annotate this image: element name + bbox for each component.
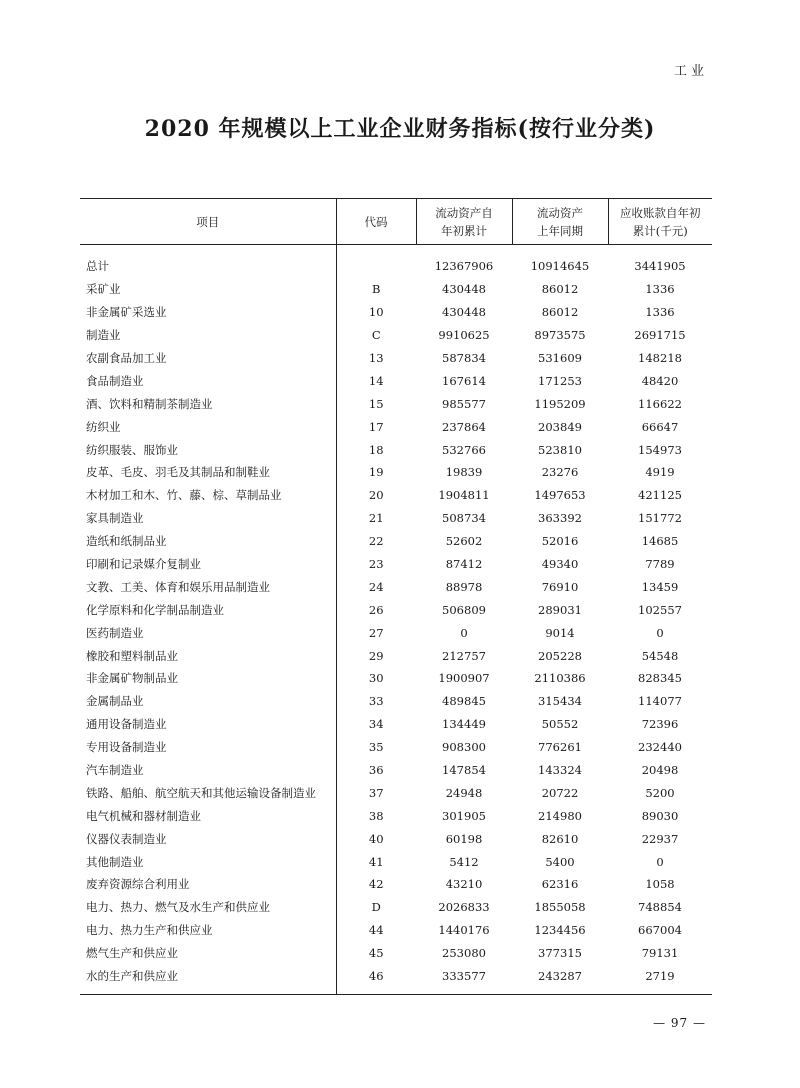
row-prev-year: 2110386	[534, 671, 586, 686]
table-row	[80, 301, 712, 324]
row-receivables: 3441905	[634, 259, 686, 274]
row-prev-year: 86012	[541, 282, 579, 297]
row-current-assets: 88978	[445, 579, 483, 594]
table-row	[80, 942, 712, 965]
row-current-assets: 430448	[442, 305, 486, 320]
row-code: 40	[336, 827, 416, 850]
row-prev-year: 62316	[541, 877, 579, 892]
row-receivables: 0	[656, 625, 664, 640]
row-name: 水的生产和供应业	[86, 969, 178, 984]
row-current-assets: 134449	[442, 717, 486, 732]
row-receivables: 1058	[645, 877, 675, 892]
row-code: 42	[336, 873, 416, 896]
row-code: 22	[336, 530, 416, 553]
table-row	[80, 245, 712, 278]
row-name: 汽车制造业	[86, 763, 144, 778]
row-receivables: 48420	[641, 373, 679, 388]
row-current-assets: 19839	[445, 465, 483, 480]
row-name: 燃气生产和供应业	[86, 946, 178, 961]
table-row	[80, 484, 712, 507]
row-code: B	[336, 278, 416, 301]
row-prev-year: 82610	[541, 831, 579, 846]
row-receivables: 89030	[641, 808, 679, 823]
table-row	[80, 392, 712, 415]
row-receivables: 1336	[645, 282, 675, 297]
row-code: 19	[336, 461, 416, 484]
row-prev-year: 52016	[541, 534, 579, 549]
row-name: 通用设备制造业	[86, 717, 167, 732]
row-current-assets: 301905	[442, 808, 486, 823]
table-row	[80, 461, 712, 484]
table-row	[80, 575, 712, 598]
header-item: 项目	[80, 199, 336, 245]
row-receivables: 828345	[638, 671, 682, 686]
row-receivables: 116622	[638, 396, 682, 411]
row-code: 37	[336, 781, 416, 804]
table-row	[80, 530, 712, 553]
row-prev-year: 315434	[538, 694, 582, 709]
row-name: 橡胶和塑料制品业	[86, 648, 178, 663]
row-receivables: 114077	[638, 694, 682, 709]
row-current-assets: 2026833	[438, 900, 490, 915]
row-name: 造纸和纸制品业	[86, 534, 167, 549]
table-header	[80, 199, 712, 245]
row-receivables: 148218	[638, 351, 682, 365]
table-row	[80, 896, 712, 919]
page-number: — 97 —	[653, 1016, 706, 1030]
table-row	[80, 278, 712, 301]
row-code: 30	[336, 667, 416, 690]
row-name: 文教、工美、体育和娱乐用品制造业	[86, 579, 270, 594]
row-code: 13	[336, 347, 416, 370]
row-name: 电力、热力生产和供应业	[86, 923, 213, 938]
row-name: 纺织业	[86, 419, 121, 434]
row-code: 15	[336, 392, 416, 415]
table-body	[80, 245, 712, 994]
table-row	[80, 919, 712, 942]
row-name: 专用设备制造业	[86, 740, 167, 755]
row-prev-year: 23276	[541, 465, 579, 480]
table-row	[80, 324, 712, 347]
row-name: 酒、饮料和精制茶制造业	[86, 396, 213, 411]
row-receivables: 1336	[645, 305, 675, 320]
row-current-assets: 43210	[445, 877, 483, 892]
row-current-assets: 0	[460, 625, 468, 640]
table-row	[80, 644, 712, 667]
table-row	[80, 804, 712, 827]
table-row	[80, 621, 712, 644]
row-receivables: 20498	[641, 763, 679, 778]
row-receivables: 0	[656, 854, 664, 869]
row-code: 36	[336, 759, 416, 782]
row-code: 24	[336, 575, 416, 598]
table-row	[80, 369, 712, 392]
row-receivables: 748854	[638, 900, 682, 915]
table-row	[80, 347, 712, 370]
row-prev-year: 377315	[538, 946, 582, 961]
row-prev-year: 86012	[541, 305, 579, 320]
row-code: 21	[336, 507, 416, 530]
row-name: 制造业	[86, 328, 121, 343]
row-current-assets: 9910625	[438, 328, 490, 343]
row-current-assets: 908300	[442, 740, 486, 755]
row-prev-year: 10914645	[530, 259, 590, 274]
row-current-assets: 985577	[442, 396, 486, 411]
row-code: 23	[336, 553, 416, 576]
row-receivables: 13459	[641, 579, 679, 594]
row-current-assets: 1904811	[438, 488, 490, 503]
row-receivables: 151772	[638, 511, 682, 526]
table-row	[80, 827, 712, 850]
row-name: 电力、热力、燃气及水生产和供应业	[86, 900, 270, 915]
row-receivables: 7789	[645, 557, 675, 572]
row-current-assets: 430448	[442, 282, 486, 297]
row-receivables: 5200	[645, 785, 675, 800]
table-row	[80, 598, 712, 621]
row-receivables: 66647	[641, 419, 679, 434]
table-row	[80, 850, 712, 873]
table-row	[80, 438, 712, 461]
row-prev-year: 20722	[541, 785, 579, 800]
row-prev-year: 363392	[538, 511, 582, 526]
row-prev-year: 171253	[538, 373, 582, 388]
row-prev-year: 9014	[545, 625, 575, 640]
financial-table	[80, 199, 712, 994]
row-prev-year: 1855058	[534, 900, 586, 915]
row-current-assets: 5412	[449, 854, 479, 869]
row-prev-year: 1234456	[534, 923, 586, 938]
row-receivables: 4919	[645, 465, 675, 480]
row-current-assets: 489845	[442, 694, 486, 709]
row-prev-year: 531609	[538, 351, 582, 365]
row-code: 33	[336, 690, 416, 713]
row-name: 非金属矿物制品业	[86, 671, 178, 686]
row-prev-year: 50552	[541, 717, 579, 732]
table-row	[80, 553, 712, 576]
section-label: 工业	[673, 64, 708, 79]
row-code: 35	[336, 736, 416, 759]
header-code: 代码	[336, 199, 416, 245]
row-current-assets: 24948	[445, 785, 483, 800]
table-row	[80, 415, 712, 438]
row-code: 17	[336, 415, 416, 438]
row-prev-year: 243287	[538, 969, 582, 984]
row-prev-year: 1497653	[534, 488, 586, 503]
row-prev-year: 289031	[538, 602, 582, 617]
row-prev-year: 49340	[541, 557, 579, 572]
row-receivables: 72396	[641, 717, 679, 732]
row-name: 总计	[86, 259, 109, 274]
row-name: 电气机械和器材制造业	[86, 808, 201, 823]
row-current-assets: 167614	[442, 373, 486, 388]
row-current-assets: 212757	[442, 648, 486, 663]
row-prev-year: 205228	[538, 648, 582, 663]
row-receivables: 154973	[638, 442, 682, 457]
table-row	[80, 759, 712, 782]
row-receivables: 54548	[641, 648, 679, 663]
row-code: 34	[336, 713, 416, 736]
row-code: 26	[336, 598, 416, 621]
row-code: 41	[336, 850, 416, 873]
row-code: 38	[336, 804, 416, 827]
financial-table-container	[80, 198, 712, 995]
row-current-assets: 1900907	[438, 671, 490, 686]
row-code	[336, 245, 416, 278]
row-code: 45	[336, 942, 416, 965]
row-receivables: 232440	[638, 740, 682, 755]
row-name: 医药制造业	[86, 625, 144, 640]
row-current-assets: 532766	[442, 442, 486, 457]
table-row	[80, 965, 712, 994]
row-current-assets: 506809	[442, 602, 486, 617]
row-name: 家具制造业	[86, 511, 144, 526]
row-name: 皮革、毛皮、羽毛及其制品和制鞋业	[86, 465, 270, 480]
row-name: 金属制品业	[86, 694, 144, 709]
table-row	[80, 713, 712, 736]
row-name: 其他制造业	[86, 854, 144, 869]
row-prev-year: 523810	[538, 442, 582, 457]
row-prev-year: 776261	[538, 740, 582, 755]
row-current-assets: 12367906	[434, 259, 494, 274]
row-name: 木材加工和木、竹、藤、棕、草制品业	[86, 488, 282, 503]
row-name: 纺织服装、服饰业	[86, 442, 178, 457]
row-name: 仪器仪表制造业	[86, 831, 167, 846]
row-current-assets: 52602	[445, 534, 483, 549]
row-name: 废弃资源综合利用业	[86, 877, 190, 892]
row-prev-year: 76910	[541, 579, 579, 594]
row-code: C	[336, 324, 416, 347]
row-prev-year: 5400	[545, 854, 575, 869]
header-current-assets: 流动资产自 年初累计	[416, 199, 512, 245]
row-code: 29	[336, 644, 416, 667]
row-receivables: 14685	[641, 534, 679, 549]
row-code: 44	[336, 919, 416, 942]
table-row	[80, 781, 712, 804]
row-name: 采矿业	[86, 282, 121, 297]
row-current-assets: 237864	[442, 419, 486, 434]
row-prev-year: 203849	[538, 419, 582, 434]
header-prev-year: 流动资产 上年同期	[512, 199, 608, 245]
row-name: 铁路、船舶、航空航天和其他运输设备制造业	[86, 785, 316, 800]
row-current-assets: 60198	[445, 831, 483, 846]
row-code: 18	[336, 438, 416, 461]
row-receivables: 667004	[638, 923, 682, 938]
header-receivables: 应收账款自年初 累计(千元)	[608, 199, 712, 245]
row-receivables: 22937	[641, 831, 679, 846]
row-current-assets: 147854	[442, 763, 486, 778]
table-row	[80, 873, 712, 896]
row-code: 46	[336, 965, 416, 994]
row-current-assets: 1440176	[438, 923, 490, 938]
row-name: 农副食品加工业	[86, 351, 167, 365]
table-row	[80, 667, 712, 690]
row-receivables: 2719	[645, 969, 675, 984]
row-receivables: 79131	[641, 946, 679, 961]
row-name: 印刷和记录媒介复制业	[86, 557, 201, 572]
row-current-assets: 87412	[445, 557, 483, 572]
row-name: 食品制造业	[86, 373, 144, 388]
table-row	[80, 507, 712, 530]
row-prev-year: 8973575	[534, 328, 586, 343]
row-name: 化学原料和化学制品制造业	[86, 602, 224, 617]
row-receivables: 102557	[638, 602, 682, 617]
table-row	[80, 690, 712, 713]
row-code: 27	[336, 621, 416, 644]
row-code: 10	[336, 301, 416, 324]
row-current-assets: 587834	[442, 351, 486, 365]
row-code: D	[336, 896, 416, 919]
row-current-assets: 508734	[442, 511, 486, 526]
row-receivables: 421125	[638, 488, 682, 503]
row-code: 20	[336, 484, 416, 507]
row-code: 14	[336, 369, 416, 392]
table-row	[80, 736, 712, 759]
row-prev-year: 1195209	[534, 396, 586, 411]
row-current-assets: 253080	[442, 946, 486, 961]
page-title: 2020 年规模以上工业企业财务指标(按行业分类)	[144, 116, 656, 142]
row-prev-year: 214980	[538, 808, 582, 823]
row-name: 非金属矿采选业	[86, 305, 167, 320]
row-receivables: 2691715	[634, 328, 686, 343]
row-current-assets: 333577	[442, 969, 486, 984]
row-prev-year: 143324	[538, 763, 582, 778]
